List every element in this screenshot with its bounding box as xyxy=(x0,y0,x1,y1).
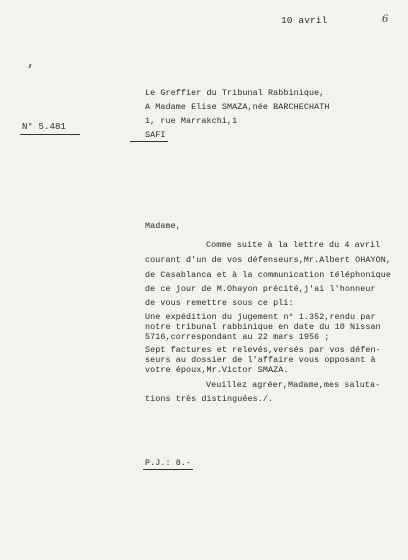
page-number: 6 xyxy=(382,14,389,25)
salutation: Madame, xyxy=(145,221,181,231)
body-line-9: Sept factures et relevés,versés par vos défen- xyxy=(145,345,381,355)
address-underline xyxy=(130,141,168,142)
address-line-3: 1, rue Marrakchi,1 xyxy=(145,116,238,126)
reference-number: N° 5.481 xyxy=(22,122,67,132)
body-line-7: notre tribunal rabbinique en date du 10 Nissan xyxy=(145,322,381,332)
address-line-4: SAFI xyxy=(145,130,166,140)
letter-date: 10 avril xyxy=(281,15,328,26)
paper-speck xyxy=(28,64,31,68)
reference-underline xyxy=(20,134,80,135)
address-line-1: Le Greffier du Tribunal Rabbinique, xyxy=(145,88,325,98)
body-line-12: Veuillez agréer,Madame,mes saluta- xyxy=(206,380,381,390)
body-line-1: Comme suite à la lettre du 4 avril xyxy=(206,240,381,250)
body-line-2: courant d'un de vos défenseurs,Mr.Albert OHAYON, xyxy=(145,255,392,265)
body-line-13: tions très distinguées./. xyxy=(145,394,274,404)
body-line-3: de Casablanca et à la communication téléphonique xyxy=(145,270,392,280)
body-line-4: de ce jour de M.Ohayon précité,j'ai l'honneur xyxy=(145,284,376,294)
address-line-2: A Madame Elise SMAZA,née BARCHECHATH xyxy=(145,102,330,112)
enclosures-underline xyxy=(143,469,193,470)
body-line-6: Une expédition du jugement n° 1.352,rendu par xyxy=(145,312,376,322)
body-line-11: votre époux,Mr.Victor SMAZA. xyxy=(145,365,289,375)
body-line-5: de vous remettre sous ce pli: xyxy=(145,298,294,308)
body-line-8: 5716,correspondant au 22 mars 1956 ; xyxy=(145,332,330,342)
enclosures-note: P.J.: 8.- xyxy=(145,458,192,468)
body-line-10: seurs au dossier de l'affaire vous opposant à xyxy=(145,355,376,365)
